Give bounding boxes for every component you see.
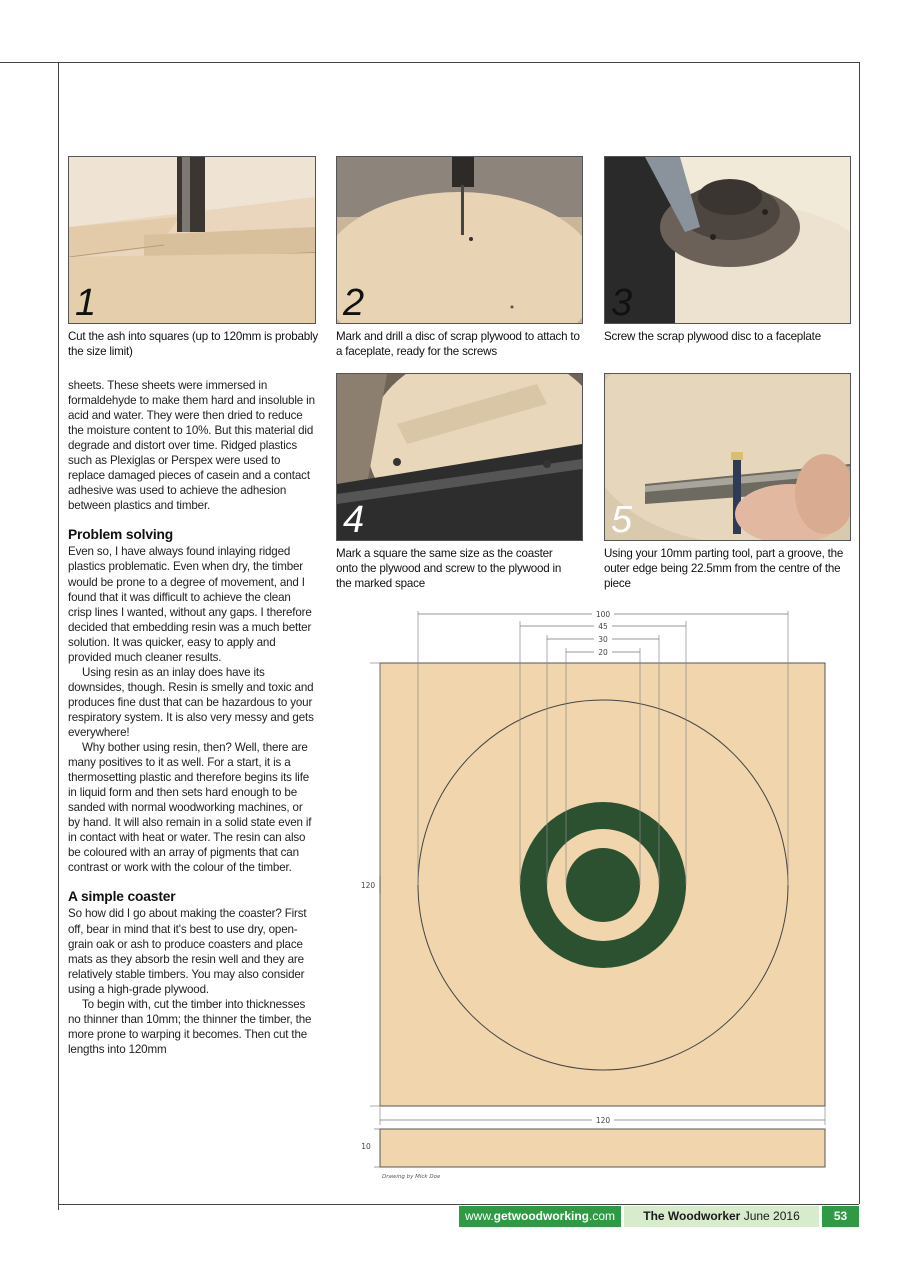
inlay-centre: [566, 848, 640, 922]
heading-problem-solving: Problem solving: [68, 527, 174, 543]
dim-20: 20: [598, 648, 608, 657]
footer-url-domain: getwoodworking: [493, 1209, 589, 1223]
footer-url-suffix: .com: [588, 1209, 615, 1223]
article-paragraph: To begin with, cut the timber into thicknesses no thinner than 10mm; the thinner the timber, the more prone to warping it becomes. Then cut the lengths into 120mm: [68, 997, 312, 1056]
footer-issue: June 2016: [740, 1209, 800, 1223]
dim-thickness: 10: [361, 1142, 371, 1151]
footer-url-prefix: www.: [464, 1209, 494, 1223]
coaster-side-view: [380, 1129, 825, 1167]
page-frame-bottom: [58, 1204, 859, 1205]
article-paragraph: Why bother using resin, then? Well, there are many positives to it as well. For a start, it is a thermosetting plastic and therefore begins its life in liquid form and then sets hard enough to be sanded with normal woodworking machines, or by hand. It will also remain in a solid state even if in contact with heat or water. The resin can also be coloured with an array of pigments that can contrast or work with the colour of the timber.: [68, 741, 312, 875]
dim-height: 120: [360, 881, 376, 890]
photo-2-number: 2: [343, 282, 365, 324]
footer-magazine: [624, 1206, 819, 1227]
photo-1-caption: Cut the ash into squares (up to 120mm is probably the size limit): [68, 330, 318, 358]
dim-width: 120: [595, 1116, 611, 1125]
photo-5-number: 5: [611, 499, 633, 541]
article-body: [68, 378, 315, 1057]
photo-5-caption: Using your 10mm parting tool, part a groove, the outer edge being 22.5mm from the centre of the piece: [604, 547, 844, 590]
photo-1: [68, 156, 316, 324]
dim-30: 30: [598, 635, 608, 644]
photo-3: [604, 156, 851, 324]
heading-simple-coaster: A simple coaster: [68, 889, 176, 905]
dim-45: 45: [598, 622, 608, 631]
photo-2-caption: Mark and drill a disc of scrap plywood to attach to a faceplate, ready for the screws: [336, 330, 580, 358]
page-frame-left: [58, 62, 59, 1210]
photo-4: [336, 373, 583, 541]
page-frame-right: [859, 62, 860, 1204]
photo-4-caption: Mark a square the same size as the coaster onto the plywood and screw to the plywood in the marked space: [336, 547, 562, 590]
photo-3-number: 3: [611, 282, 633, 324]
article-paragraph: So how did I go about making the coaster? First off, bear in mind that it's best to use dry, open-grain oak or ash to produce coasters and place mats as they absorb the resin well and they are relatively stable timbers. You may also consider using a high-grade plywood.: [68, 907, 307, 996]
article-paragraph: Using resin as an inlay does have its downsides, though. Resin is smelly and toxic and produces fine dust that can be hazardous to your respiratory system. It is also very messy and gets everywhere!: [68, 665, 314, 739]
footer-magazine-name: The Woodworker: [643, 1209, 741, 1223]
photo-2: [336, 156, 583, 324]
article-paragraph: sheets. These sheets were immersed in formaldehyde to make them hard and insoluble in acid and water. They were then dried to reduce the moisture content to 10%. But this material did degrade and distort over time. Ridged plastics such as Plexiglas or Perspex were used to replace damaged pieces of casein and a contact adhesive was used to achieve the adhesion between plastics and timber.: [68, 379, 315, 513]
dim-100: 100: [595, 610, 611, 619]
page-frame-top: [0, 62, 859, 63]
article-paragraph: Even so, I have always found inlaying ridged plastics problematic. Even when dry, the timber would be prone to a degree of movement, and I found that it was difficult to achieve the clean crisp lines I wanted, without any gaps. I therefore decided that embedding resin was a much better solution. It was quicker, easy to apply and provided much cleaner results.: [68, 545, 312, 664]
photo-1-number: 1: [75, 282, 97, 324]
photo-5: [604, 373, 851, 541]
photo-3-caption: Screw the scrap plywood disc to a faceplate: [604, 330, 821, 343]
page-number: 53: [822, 1206, 859, 1227]
coaster-drawing: [360, 603, 830, 1183]
photo-4-number: 4: [343, 499, 365, 541]
footer-website[interactable]: [459, 1206, 621, 1227]
drawing-credit: Drawing by Mick Doe: [382, 1174, 441, 1180]
